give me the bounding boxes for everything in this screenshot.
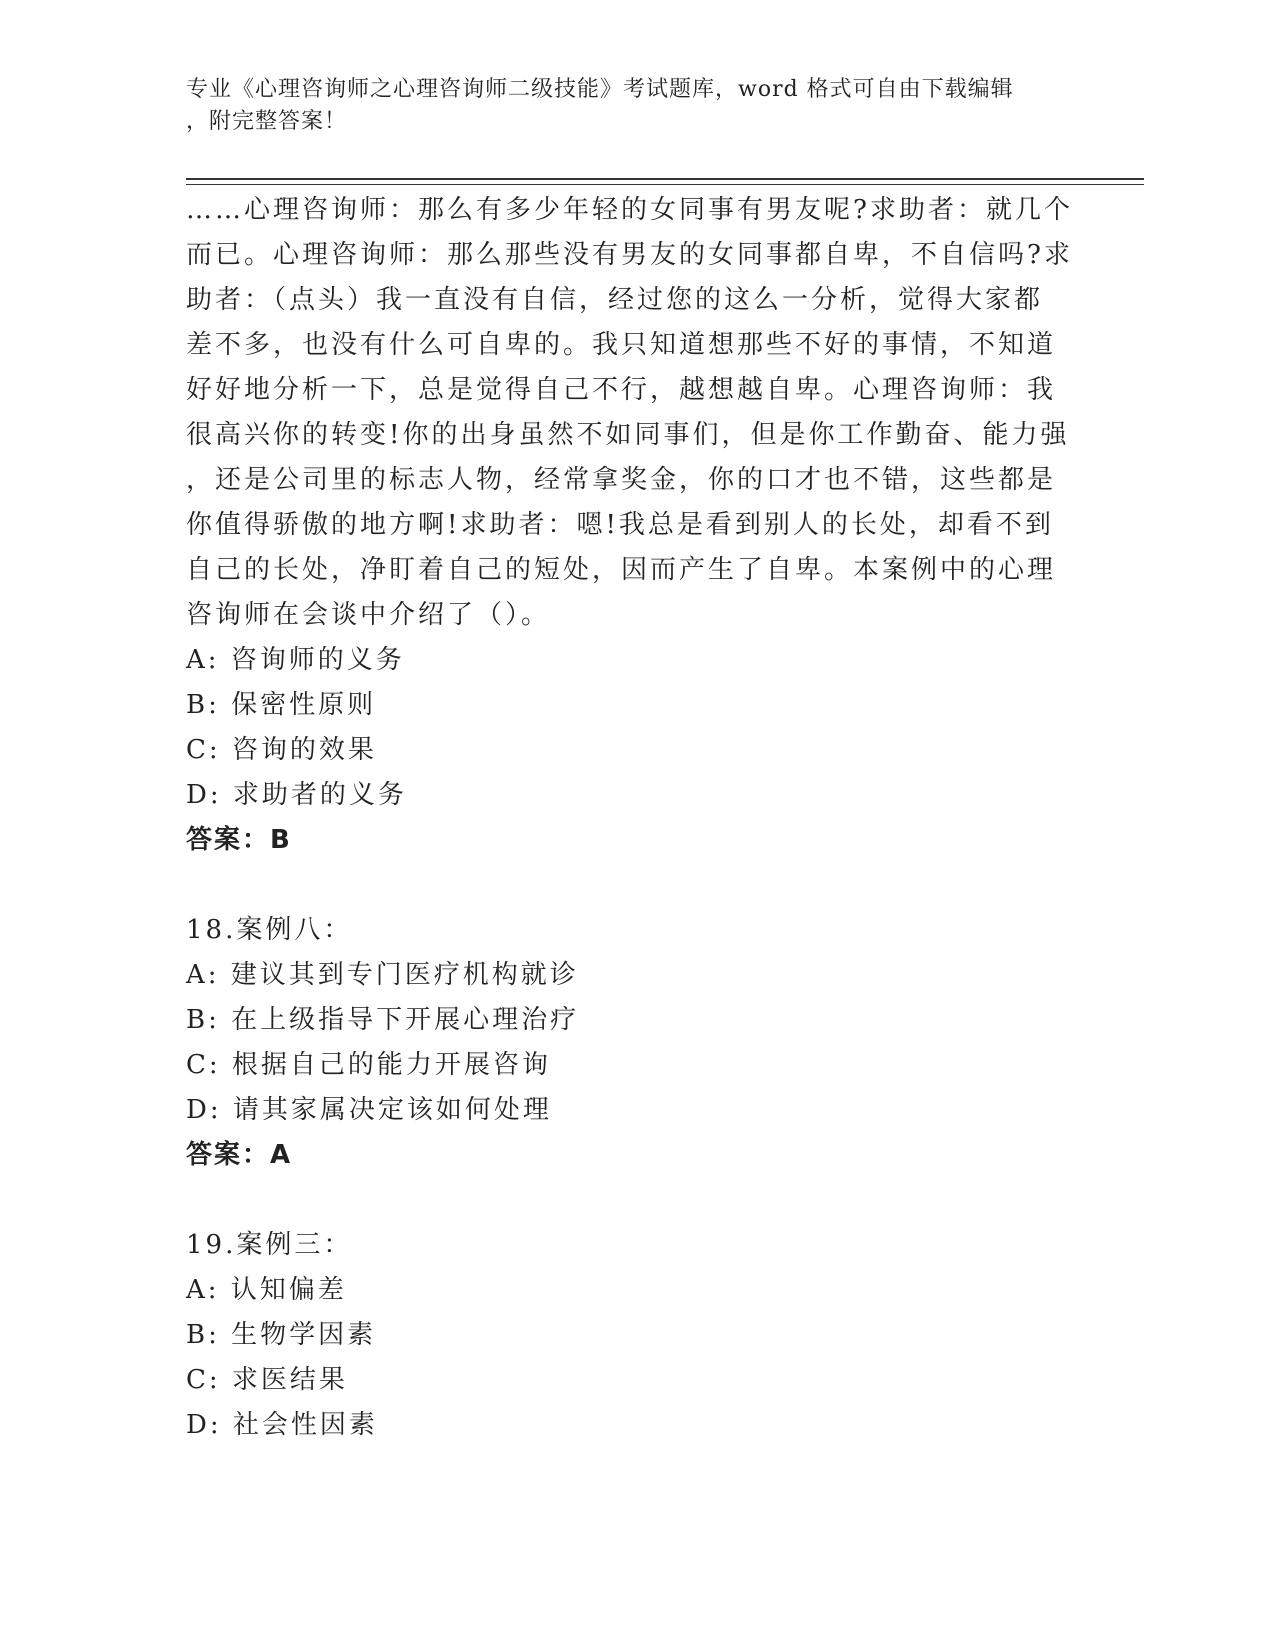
spacer — [186, 863, 1086, 908]
document-body — [186, 188, 1086, 1448]
question-18 — [186, 908, 1086, 1178]
option-a: A: 咨询师的义务 — [186, 645, 405, 675]
option-b: B: 在上级指导下开展心理治疗 — [186, 1005, 580, 1035]
question-19 — [186, 1223, 1086, 1448]
passage-line: 咨询师在会谈中介绍了（）。 — [186, 600, 551, 630]
answer-label: 答案：B — [186, 825, 292, 855]
spacer — [186, 1178, 1086, 1223]
header-divider-thin — [186, 184, 1144, 185]
option-a: A: 认知偏差 — [186, 1275, 347, 1305]
document-header — [186, 74, 1086, 138]
option-d: D: 社会性因素 — [186, 1410, 378, 1440]
option-d: D: 请其家属决定该如何处理 — [186, 1095, 552, 1125]
option-b: B: 保密性原则 — [186, 690, 377, 720]
question-title: 18.案例八： — [186, 915, 353, 945]
passage-line: 很高兴你的转变!你的出身虽然不如同事们，但是你工作勤奋、能力强 — [186, 420, 1070, 450]
header-line-1: 专业《心理咨询师之心理咨询师二级技能》考试题库，word 格式可自由下载编辑 — [186, 77, 1014, 102]
question-title: 19.案例三： — [186, 1230, 353, 1260]
question-17 — [186, 188, 1086, 863]
option-c: C: 根据自己的能力开展咨询 — [186, 1050, 551, 1080]
option-a: A: 建议其到专门医疗机构就诊 — [186, 960, 579, 990]
header-divider-thick — [186, 178, 1144, 180]
question-17-passage — [186, 188, 1086, 638]
passage-line: 好好地分析一下，总是觉得自己不行，越想越自卑。心理咨询师：我 — [186, 375, 1057, 405]
option-b: B: 生物学因素 — [186, 1320, 377, 1350]
header-line-2: ，附完整答案！ — [186, 109, 348, 134]
option-c: C: 求医结果 — [186, 1365, 348, 1395]
passage-line: 助者：（点头）我一直没有自信，经过您的这么一分析，觉得大家都 — [186, 285, 1044, 315]
option-d: D: 求助者的义务 — [186, 780, 407, 810]
passage-line: ，还是公司里的标志人物，经常拿奖金，你的口才也不错，这些都是 — [186, 465, 1057, 495]
passage-line: 你值得骄傲的地方啊!求助者：嗯!我总是看到别人的长处，却看不到 — [186, 510, 1054, 540]
passage-line: ……心理咨询师：那么有多少年轻的女同事有男友呢?求助者：就几个 — [186, 195, 1073, 225]
passage-line: 自己的长处，净盯着自己的短处，因而产生了自卑。本案例中的心理 — [186, 555, 1057, 585]
option-c: C: 咨询的效果 — [186, 735, 377, 765]
answer-label: 答案：A — [186, 1140, 293, 1170]
passage-line: 差不多，也没有什么可自卑的。我只知道想那些不好的事情，不知道 — [186, 330, 1057, 360]
passage-line: 而已。心理咨询师：那么那些没有男友的女同事都自卑，不自信吗?求 — [186, 240, 1073, 270]
